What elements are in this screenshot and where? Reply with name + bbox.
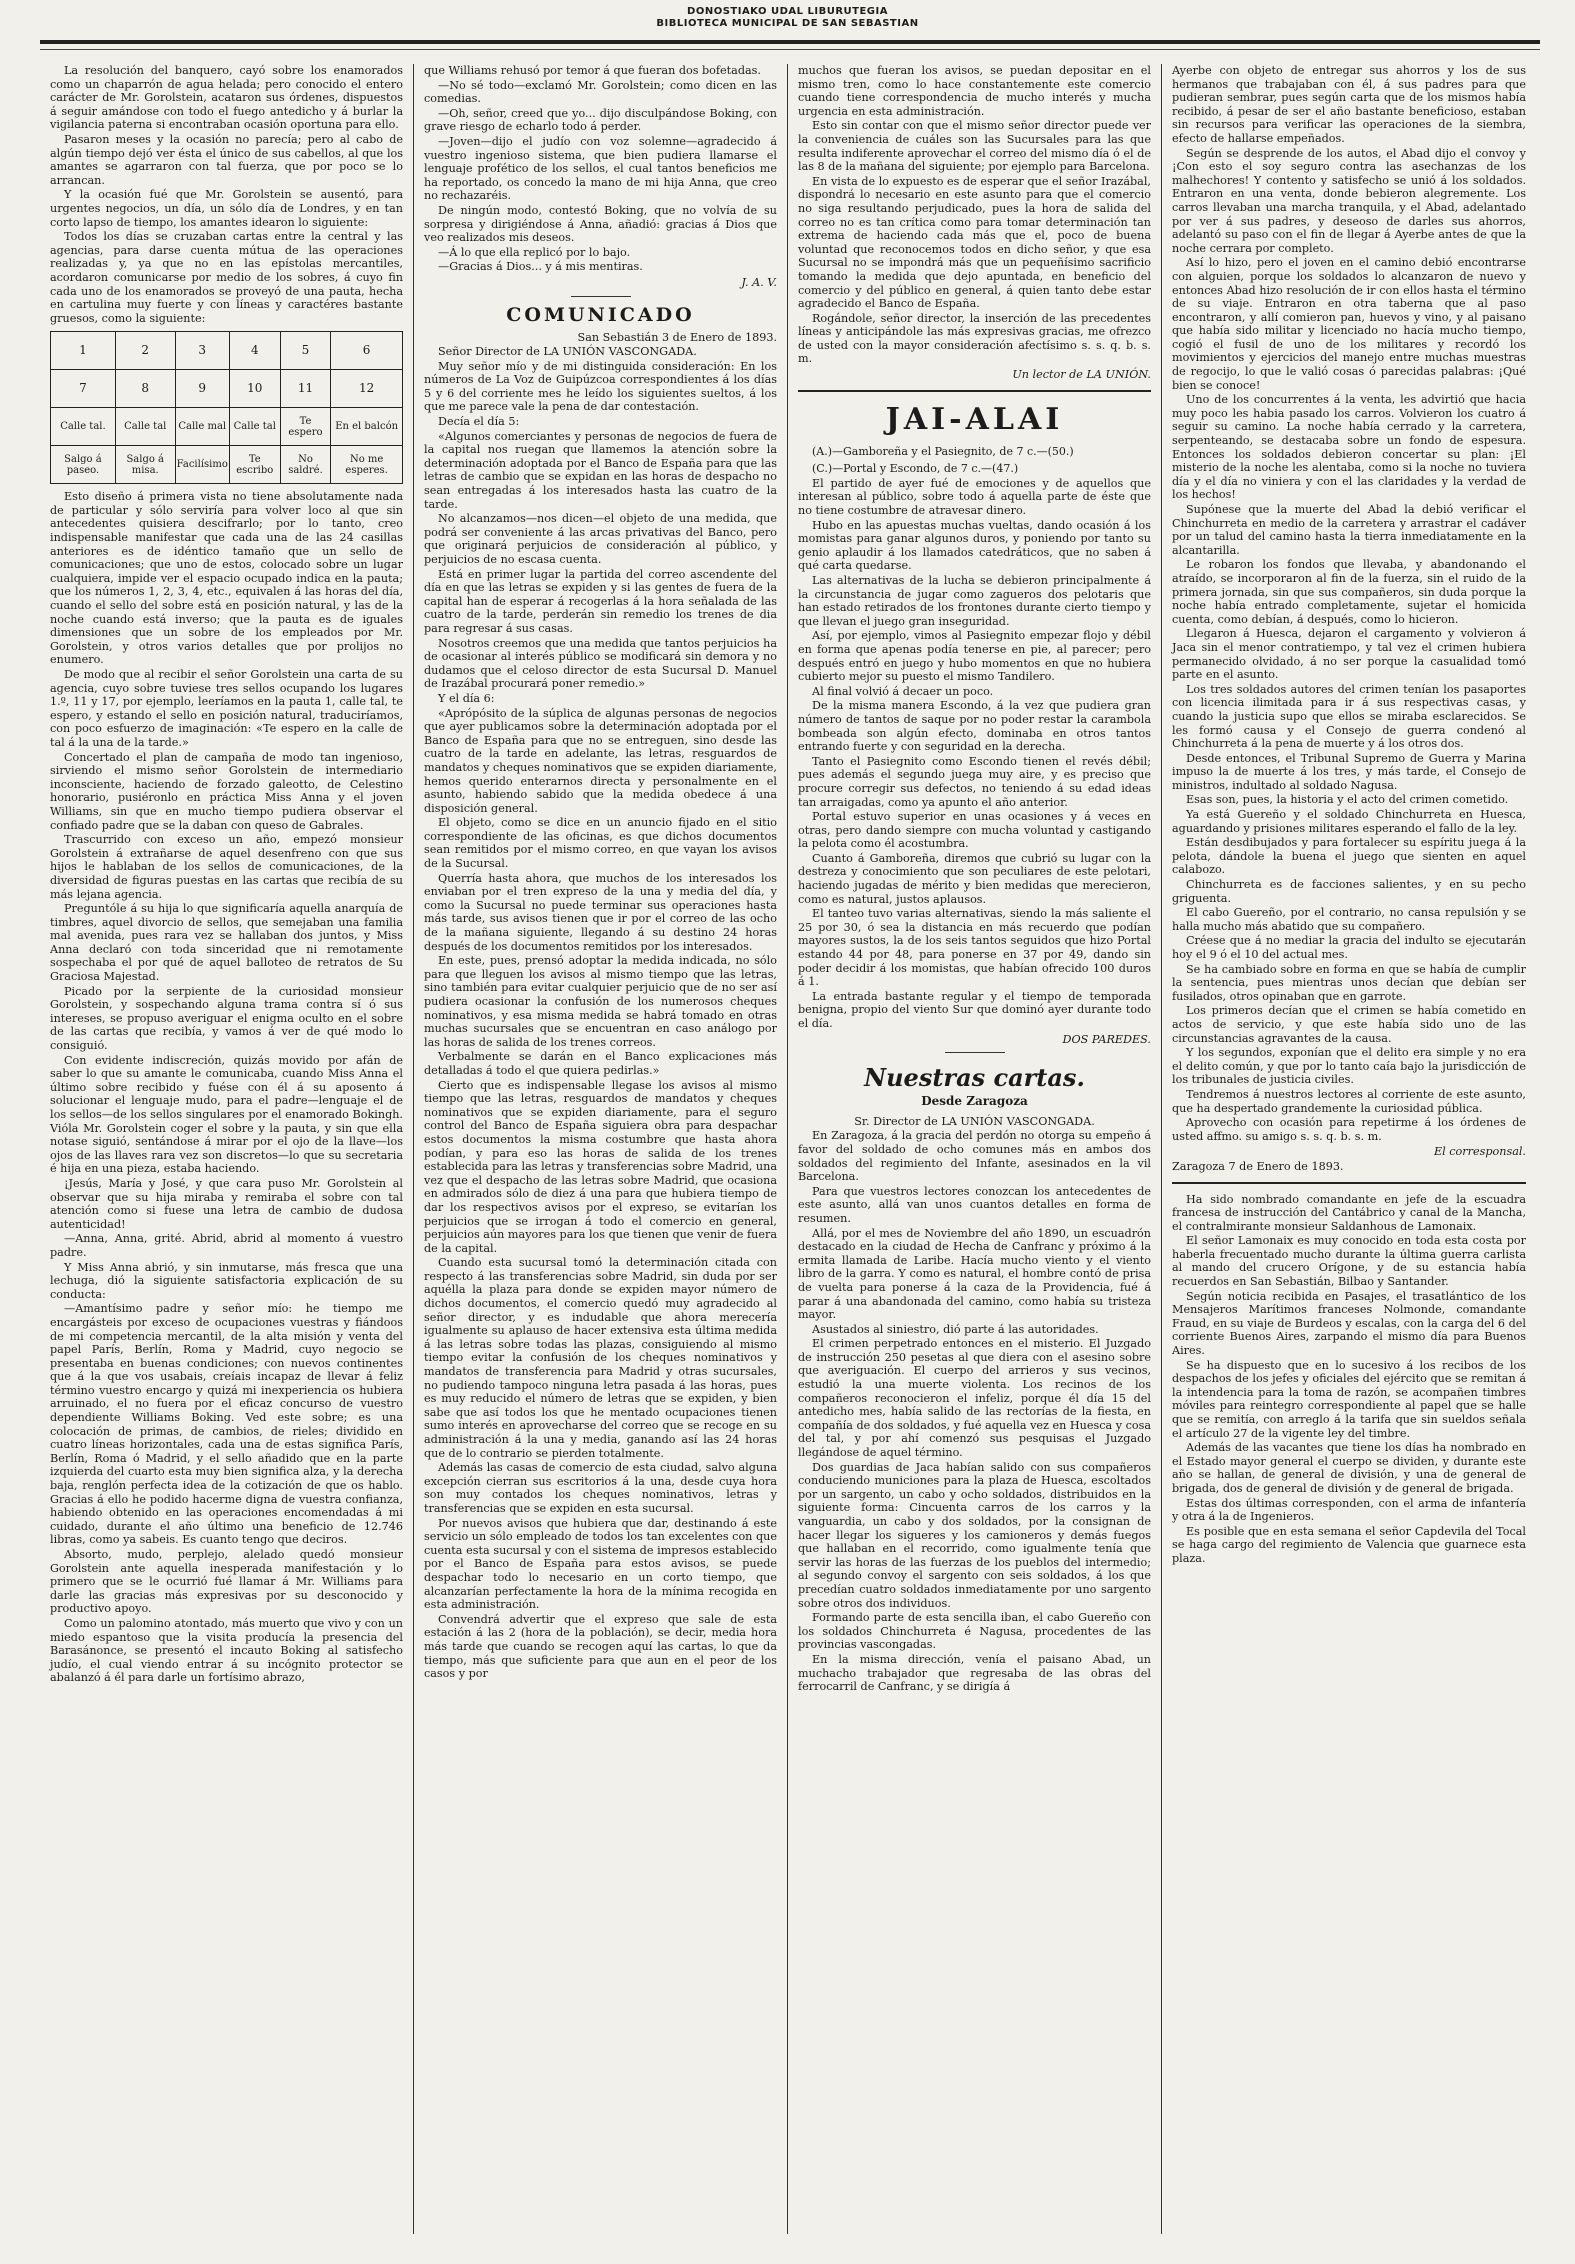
table-cell: 12: [331, 370, 403, 408]
paragraph: Decía el día 5:: [438, 415, 520, 429]
paragraph: La resolución del banquero, cayó sobre los enamorados como un chaparrón de agua helada; pero conocido el entero carácter de Mr. Gorolstein, acataron sus órdenes, dispuestos á seguir amándose con todo el fuego antedicho y á burlar la vigilancia paterna si encontraban ocasión oportuna para ello.: [50, 64, 403, 132]
table-cell: Te escribo: [229, 446, 280, 484]
paragraph: Con evidente indiscreción, quizás movido por afán de saber lo que su amante le comunicaba, cuando Miss Anna el último sobre recibido y fuése con él á su aposento á solucionar el lenguaje mudo, para el padre—lenguaje el de los sellos—de los sellos singulares por el enamorado Bokingh. Vióla Mr. Gorolstein coger el sobre y la pauta, y sin que ella notase siguió, sentándose á mirar por el ojo de la llave—los ojos de las llaves rara vez son discretos—lo que su secretaria é hija en una pieza, estaba haciendo.: [50, 1053, 403, 1176]
library-header-line1: DONOSTIAKO UDAL LIBURUTEGIA: [687, 6, 888, 17]
paragraph: Créese que á no mediar la gracia del indulto se ejecutarán hoy el 9 ó el 10 del actual mes.: [1172, 934, 1526, 961]
table-cell: Facilísimo: [175, 446, 229, 484]
table-row: [51, 408, 403, 446]
paragraph: Desde entonces, el Tribunal Supremo de Guerra y Marina impuso la de muerte á los tres, y más tarde, el Consejo de ministros, indultado al soldado Nagusa.: [1172, 751, 1526, 792]
paragraph: Las alternativas de la lucha se debieron principalmente á la circunstancia de jugar como zagueros dos pelotaris que han estado retirados de los frontones durante cierto tiempo y que llevan el juego gran inseguridad.: [798, 574, 1151, 628]
paragraph: Y los segundos, exponían que el delito era simple y no era el delito común, y que por lo tanto caía bajo la jurisdicción de los tribunales de justicia civiles.: [1172, 1046, 1526, 1087]
paragraph: Los tres soldados autores del crimen tenían los pasaportes con licencia ilimitada para ir á sus respectivas casas, y cuando la justicia supo que ellos se miraba esclarecidos. Se les formó causa y el Consejo de guerra condenó al Chinchurreta á la pena de muerte y á los otros dos.: [1172, 682, 1526, 751]
paragraph: Además las casas de comercio de esta ciudad, salvo alguna excepción cierran sus escritorios á la una, desde cuya hora son muy contados los cheques nominativos, letras y transferencias que se expiden en esta sucursal.: [424, 1461, 777, 1515]
paragraph: Llegaron á Huesca, dejaron el cargamento y volvieron á Jaca sin el menor contratiempo, y tal vez el crimen hubiera permanecido olvidado, á no ser porque la casualidad tomó parte en el asunto.: [1172, 627, 1526, 682]
column-3: [788, 64, 1162, 2234]
table-cell: 8: [115, 370, 175, 408]
author-signature: J. A. V.: [741, 275, 777, 289]
table-cell: En el balcón: [331, 408, 403, 446]
salutation: Señor Director de LA UNIÓN VASCONGADA.: [438, 345, 697, 359]
paragraph: —Oh, señor, creed que yo... dijo disculpándose Boking, con grave riesgo de echarlo todo á perder.: [424, 106, 777, 134]
paragraph: El partido de ayer fué de emociones y de aquellos que interesan al público, sobre todo á aquella parte de éste que no tiene costumbre de atravesar dinero.: [798, 476, 1151, 518]
paragraph: En vista de lo expuesto es de esperar que el señor Irazábal, dispondrá lo necesario en este asunto para que el comercio no siga resultando perjudicado, pues la hora de salida del correo no es tan crítica como para tomar determinación tan extrema de haciendo cada más que el, poco de buena voluntad que reconocemos todos en dicho señor, y que esa Sucursal no se impondrá más que un pequeñísimo sacrificio tomando la medida que dejo apuntada, en beneficio del comercio y del público en general, á quien tanto debe estar agradecido el Banco de España.: [798, 174, 1151, 311]
paragraph: «Aprópósito de la súplica de algunas personas de negocios que ayer publicamos sobre la determinación adoptada por el Banco de España para que no se entreguen, sino desde las cuatro de la tarde en adelante, las letras, resguardos de mandatos y cheques nominativos que se expiden diariamente, hemos querido enterarnos directa y personalmente en el asunto, habiendo sabido que la medida obedece á una disposición general.: [424, 706, 777, 815]
dateline: Zaragoza 7 de Enero de 1893.: [1172, 1159, 1344, 1173]
masthead-rule: [40, 40, 1540, 50]
paragraph: Esto diseño á primera vista no tiene absolutamente nada de particular y sólo serviría para volver loco al que sin antecedentes quisiera descifrarlo; por lo tanto, creo indispensable manifestar que cada una de las 24 casillas anteriores es de idéntico tamaño que un sello de comunicaciones; que uno de estos, colocado sobre un lugar cualquiera, impide ver el espacio ocupado indica en la pauta; que los números 1, 2, 3, 4, etc., equivalen á las horas del día, cuando el sello del sobre está en posición natural, y las de la noche cuando está inverso; que la pauta es de iguales dimensiones que un sobre de los empleados por Mr. Gorolstein, y otros varios detalles que por prolijos no enumero.: [50, 490, 403, 667]
paragraph: Preguntóle á su hija lo que significaría aquella anarquía de timbres, aquel divorcio de sellos, que semejaban una familia mal avenida, pues rara vez se hallaban dos juntos, y Miss Anna declaró con toda sinceridad que ni remotamente sospechaba el por qué de aquel balloteo de retratos de Su Graciosa Majestad.: [50, 902, 403, 984]
paragraph: Aprovecho con ocasión para repetirme á los órdenes de usted affmo. su amigo s. s. q. b. s. m.: [1172, 1116, 1526, 1143]
paragraph: Allá, por el mes de Noviembre del año 1890, un escuadrón destacado en la ciudad de Hecha de Canfranc y próximo á la ermita llamada de Laribe. Hacía mucho viento y el viento libro de la garra. Y como es natural, el hombre contó de prisa de vuelta para ponerse á la caza de la Providencia, fué á parar á una abandonada del camino, como había su tristeza mayor.: [798, 1226, 1151, 1322]
paragraph: En Zaragoza, á la gracia del perdón no otorga su empeño á favor del soldado de ocho comunes más en ambos dos soldados del regimiento del Infante, asesinados en la vil Barcelona.: [798, 1129, 1151, 1184]
paragraph: Concertado el plan de campaña de modo tan ingenioso, sirviendo el mismo señor Gorolstein de intermediario inconsciente, haciendo de forzado galeotto, de Celestino honorario, pusiéronlo en práctica Miss Anna y el joven Williams, sin que en mucho tiempo pudiera observar el confiado padre que se la daban con queso de Gabrales.: [50, 750, 403, 832]
table-cell: 1: [51, 332, 116, 370]
salutation: Sr. Director de LA UNIÓN VASCONGADA.: [854, 1114, 1095, 1128]
paragraph: Cierto que es indispensable llegase los avisos al mismo tiempo que las letras, resguardos de mandatos y cheques nominativos que se expiden diariamente, para el seguro control del Banco de España siguiera obra para despachar estos documentos la misma costumbre que hasta ahora podían, y para eso las horas de salida de los trenes establecida para las letras y transferencias sobre Madrid, una vez que el despacho de las letras sobre Madrid, que ocasiona en admirados sólo de diez á una para que hubiera tiempo de dar los respectivos avisos por el expreso, se evitarían los perjuicios que se irrogan á todo el comercio en general, perjuicios aún mayores para los que tienen que venir de fuera de la capital.: [424, 1078, 777, 1255]
table-cell: 11: [280, 370, 331, 408]
paragraph: que Williams rehusó por temor á que fueran dos bofetadas.: [424, 64, 761, 77]
paragraph: No alcanzamos—nos dicen—el objeto de una medida, que podrá ser conveniente á las arcas privativas del Banco, pero que originará perjuicios de consideración al público, y perjuicios de no escasa cuenta.: [424, 512, 777, 566]
paragraph: El objeto, como se dice en un anuncio fijado en el sitio correspondiente de las oficinas, es que dichos documentos sean remitidos por el mismo correo, en que vayan los avisos de la Sucursal.: [424, 816, 777, 871]
paragraph: Es posible que en esta semana el señor Capdevila del Tocal se haga cargo del regimiento de Valencia que guarnece esta plaza.: [1172, 1524, 1526, 1565]
match-result: (A.)—Gamboreña y el Pasiegnito, de 7 c.—(50.): [812, 444, 1074, 458]
paragraph: Todos los días se cruzaban cartas entre la central y las agencias, para darse cuenta mútua de las operaciones realizadas y, ya que no en las epístolas mercantiles, acordaron comunicarse por medio de los sobres, á cuyo fin cada uno de los enamorados se proveyó de una pauta, hecha en cartulina muy fuerte y con líneas y caractéres bastante gruesos, como la siguiente:: [50, 230, 403, 325]
paragraph: Ha sido nombrado comandante en jefe de la escuadra francesa de instrucción del Cantábrico y canal de la Mancha, el contralmirante monsieur Saldanhous de Lamonaix.: [1172, 1192, 1526, 1233]
paragraph: Supónese que la muerte del Abad la debió verificar el Chinchurreta en medio de la carretera y arrastrar el cadáver por un talud del camino hasta la tierra inmediatamente en la alcantarilla.: [1172, 503, 1526, 557]
divider: [1172, 1182, 1526, 1185]
table-row: [51, 446, 403, 484]
paragraph: Asustados al siniestro, dió parte á las autoridades.: [812, 1322, 1099, 1336]
paragraph: Cuando esta sucursal tomó la determinación citada con respecto á las transferencias sobre Madrid, sin duda por ser aquélla la plaza para donde se expiden mayor número de dichos documentos, el comercio quedó muy agradecido al señor director, y es indudable que ahora merecería igualmente su aplauso de hacer extensiva esta última medida á las letras sobre todas las plazas, consiguiendo al mismo tiempo evitar la confusión de los cheques nominativos y mandatos de transferencia para Madrid y otras sucursales, no pudiendo tampoco ninguna letra pasada á las horas, pues es muy reducido el número de letras que se expiden, y bien sabe que así todos los que he mentado ocupaciones tienen sumo interés en aprovecharse del correo que se recoge en su administración á la una y media, ganando así las 24 horas que de lo contrario se pierden totalmente.: [424, 1256, 777, 1460]
section-subtitle: Desde Zaragoza: [921, 1094, 1028, 1109]
section-title-comunicado: COMUNICADO: [506, 303, 695, 326]
divider: [571, 296, 631, 297]
column-2: [414, 64, 788, 2234]
table-cell: 6: [331, 332, 403, 370]
paragraph: Según noticia recibida en Pasajes, el trasatlántico de los Mensajeros Marítimos franceses Nolmonde, comandante Fraud, en su viaje de Burdeos y escalas, con la carga del 6 del corriente Buenos Aires, zarpando el mismo día para Buenos Aires.: [1172, 1289, 1526, 1358]
paragraph: Para que vuestros lectores conozcan los antecedentes de este asunto, allá van unos cuantos detalles en forma de resumen.: [798, 1184, 1151, 1225]
table-row: [51, 332, 403, 370]
paragraph: Ya está Guereño y el soldado Chinchurreta en Huesca, aguardando y prisiones militares esperando el fallo de la ley.: [1172, 808, 1526, 835]
paragraph: «Algunos comerciantes y personas de negocios de fuera de la capital nos ruegan que llamemos la atención sobre la determinación adoptada por el Banco de España para que las letras de cambio que se expidan en las horas de despacho no sean entregadas á los interesados hasta las cuatro de la tarde.: [424, 429, 777, 511]
table-row: [51, 370, 403, 408]
table-cell: Calle tal.: [51, 408, 116, 446]
paragraph: Según se desprende de los autos, el Abad dijo el convoy y ¡Con esto el soy seguro contra las asechanzas de los malhechores! Y contento y satisfecho se unió á los soldados. Entraron en una venta, donde bebieron alegremente. Los carros llevaban una marcha tranquila, y el Abad, adelantado por ver á sus padres, y deseoso de darles sus ahorros, adelantó su paso con el fin de llegar á Ayerbe antes de que la noche cerrara por completo.: [1172, 146, 1526, 255]
paragraph: Verbalmente se darán en el Banco explicaciones más detalladas á todo el que quiera pedirlas.»: [424, 1050, 777, 1077]
paragraph: La entrada bastante regular y el tiempo de temporada benigna, propio del viento Sur que dominó ayer durante todo el día.: [798, 989, 1151, 1030]
paragraph: Muy señor mío y de mi distinguida consideración: En los números de La Voz de Guipúzcoa correspondientes á los días 5 y 6 del corriente mes he leído los siguientes sueltos, á los que me parece vale la pena de dar contestación.: [424, 359, 777, 414]
table-cell: 5: [280, 332, 331, 370]
table-cell: 10: [229, 370, 280, 408]
table-cell: Te espero: [280, 408, 331, 446]
paragraph: De ningún modo, contestó Boking, que no volvía de su sorpresa y dirigiéndose á Anna, añadió: gracias á Dios que veo realizados mis deseos.: [424, 203, 777, 245]
paragraph: De modo que al recibir el señor Gorolstein una carta de su agencia, cuyo sobre tuviese tres sellos ocupando los lugares 1.º, 11 y 17, por ejemplo, leeríamos en la pauta 1, calle tal, te espero, y estando el sello en posición natural, traduciríamos, con poco esfuerzo de imaginación: «Te espero en la calle de tal á la una de la tarde.»: [50, 668, 403, 749]
table-cell: Salgo á misa.: [115, 446, 175, 484]
paragraph: Portal estuvo superior en unas ocasiones y á veces en otras, pero dando siempre con mucha voluntad y castigando la pelota como él acostumbra.: [798, 810, 1151, 851]
paragraph: De la misma manera Escondo, á la vez que pudiera gran número de tantos de saque por no poder restar la carambola bombeada son algún efecto, dominaba en otros tantos entrando fuerte y con seguridad en la derecha.: [798, 699, 1151, 754]
table-cell: 9: [175, 370, 229, 408]
table-cell: 4: [229, 332, 280, 370]
paragraph: —Amantísimo padre y señor mío: he tiempo me encargásteis por exceso de ocupaciones vuestras y fiándoos de mi competencia mercantil, de la alta misión y venta del papel París, Berlín, Roma y Madrid, cuyo negocio se presentaba en buenas condiciones; con nuevos continentes que á la que vos usabais, creíais incapaz de llevar á feliz término vuestro encargo y quizá mi inexperiencia os hubiera arruinado, el no fuera por el eficaz concurso de vuestro dependiente Williams Boking. Ved este sobre; es una colocación de primas, de cambios, de rieles; dividido en cuatro líneas horizontales, cada una de estas significa París, Berlín, Roma ó Madrid, y el sello añadido que en la parte izquierda del cuarto esta muy bien significa alza, y la derecha baja, renglón perfecta idea de la cotización de que os hablo. Gracias á ello he podido hacerme digna de vuestra confianza, habiendo obtenido en las operaciones encomendadas á mi cuidado, durante el año último una beneficio de 12.746 libras, como ya sabeis. Es cuanto tengo que deciros.: [50, 1302, 403, 1547]
library-header: [0, 0, 1575, 30]
paragraph: Chinchurreta es de facciones salientes, y en su pecho griguenta.: [1172, 878, 1526, 905]
paragraph: Está en primer lugar la partida del correo ascendente del día en que las letras se expiden y si las gentes de fuera de la capital han de esperar á recogerlas á la hora señalada de las cuatro de la tarde, perderán sin remedio los trenes de dia para regresar á sus casas.: [424, 567, 777, 635]
table-cell: No saldré.: [280, 446, 331, 484]
paragraph: Rogándole, señor director, la inserción de las precedentes líneas y anticipándole las más expresivas gracias, me ofrezco de usted con la mayor consideración afectísimo s. s. q. b. s. m.: [798, 311, 1151, 366]
paragraph: Absorto, mudo, perplejo, alelado quedó monsieur Gorolstein ante aquella inesperada manifestación y lo primero que se le ocurrió fué llamar á Mr. Williams para darle las gracias más expresivas por su desconocido y productivo apoyo.: [50, 1548, 403, 1616]
paragraph: Y la ocasión fué que Mr. Gorolstein se ausentó, para urgentes negocios, un día, un sólo día de Londres, y en tan corto lapso de tiempo, los amantes idearon lo siguiente:: [50, 188, 403, 229]
paragraph: —Anna, Anna, grité. Abrid, abrid al momento á vuestro padre.: [50, 1232, 403, 1259]
paragraph: Pasaron meses y la ocasión no parecía; pero al cabo de algún tiempo dejó ver ésta el único de sus cabellos, al que los amantes se agarraron con tal fuerza, que por poco se lo arrancan.: [50, 132, 403, 187]
paragraph: —Á lo que ella replicó por lo bajo.: [438, 245, 631, 259]
paragraph: Formando parte de esta sencilla iban, el cabo Guereño con los soldados Chinchurreta é Nagusa, procedentes de las provincias vascongadas.: [798, 1611, 1151, 1652]
paragraph: El cabo Guereño, por el contrario, no cansa repulsión y se halla mucho más abatido que su compañero.: [1172, 906, 1526, 933]
paragraph: Así, por ejemplo, vimos al Pasiegnito empezar flojo y débil en forma que apenas podía tenerse en pie, al parecer; pero después entró en juego y hubo momentos en que no hubiera cubierto mejor su puesto el mismo Tandilero.: [798, 629, 1151, 684]
paragraph: —Gracias á Dios... y á mis mentiras.: [438, 260, 643, 274]
paragraph: Convendrá advertir que el expreso que sale de esta estación á las 2 (hora de la población), se decir, media hora más tarde que cuando se recogen aquí las cartas, lo que da tiempo, más que suficiente para que aun en el peor de los casos y por: [424, 1612, 777, 1681]
paragraph: Esto sin contar con que el mismo señor director puede ver la conveniencia de cuáles son las Sucursales para las que resulta indiferente aprovechar el correo del mismo día ó el de las 8 de la mañana del siguiente; por ejemplo para Barcelona.: [798, 119, 1151, 174]
table-cell: Calle tal: [115, 408, 175, 446]
paragraph: Querría hasta ahora, que muchos de los interesados los enviaban por el tren expreso de la una y media del día, y como la Sucursal no puede terminar sus operaciones hasta más tarde, sus avisos tienen que ir por el correo de las ocho de la mañana siguiente, llegando á su destino 24 horas después de los documentos remitidos por los interesados.: [424, 871, 777, 953]
divider: [798, 390, 1151, 393]
paragraph: Así lo hizo, pero el joven en el camino debió encontrarse con alguien, porque los soldados lo alcanzaron de nuevo y entonces Abad hizo resolución de ir con ellos hasta el término de su viaje. Entraron en otra taberna que al paso encontraron, y allí comieron pan, huevos y vino, y al paisano que había sido militar y licenciado no hacía mucho tiempo, cogió el fusil de uno de los militares y recordó los movimientos y ejercicios del manejo entre muchas muestras de regocijo, lo que le valió cosas ó parecidas palabras: ¡Qué bien se conoce!: [1172, 256, 1526, 392]
newspaper-page: [40, 64, 1538, 2234]
col1-body-b: [50, 490, 403, 1685]
section-title-jai-alai: JAI-ALAI: [885, 401, 1064, 437]
paragraph: Esas son, pues, la historia y el acto del crimen cometido.: [1186, 793, 1509, 807]
table-cell: No me esperes.: [331, 446, 403, 484]
paragraph: En la misma dirección, venía el paisano Abad, un muchacho trabajador que regresaba de las obras del ferrocarril de Canfranc, y se dirigía á: [798, 1652, 1151, 1694]
table-cell: Salgo á paseo.: [51, 446, 116, 484]
table-cell: Calle mal: [175, 408, 229, 446]
paragraph: Estas dos últimas corresponden, con el arma de infantería y otra á la de Ingenieros.: [1172, 1496, 1526, 1524]
paragraph: Se ha dispuesto que en lo sucesivo á los recibos de los despachos de los jefes y oficiales del ejército que se remitan á la intendencia para la toma de razón, se acompañen timbres móviles para reintegro correspondiente al papel que se halle que se remitía, con arreglo á la tarifa que sin sueldos señala el artículo 27 de la vigente ley del timbre.: [1172, 1358, 1526, 1440]
paragraph: Al final volvió á decaer un poco.: [812, 684, 994, 698]
paragraph: El crimen perpetrado entonces en el misterio. El Juzgado de instrucción 250 pesetas al que diera con el asesino sobre que averiguación. El cuerpo del arrieros y sus vecinos, estudió la una muerte violenta. Los recinos de los compañeros reconocieron el infeliz, porque él día 15 del antedicho mes, había salido de las rectorías de la fiesta, en compañía de dos soldados, y fué aquella vez en Huesca y cosa del tal, y por ahí comenzó sus pesquisas el Juzgado llegándose de aquel término.: [798, 1337, 1151, 1460]
table-cell: 7: [51, 370, 116, 408]
match-result: (C.)—Portal y Escondo, de 7 c.—(47.): [812, 462, 1019, 476]
table-cell: 3: [175, 332, 229, 370]
paragraph: Están desdibujados y para fortalecer su espíritu juega á la pelota, dándole la buena el juego que sienten en aquel calabozo.: [1172, 836, 1526, 877]
author-signature: Un lector de LA UNIÓN.: [1012, 368, 1151, 382]
paragraph: muchos que fueran los avisos, se puedan depositar en el mismo tren, como lo hace constantemente este comercio cuando tiene correspondencia de mucho interés y mucha urgencia en esta administración.: [798, 64, 1151, 118]
paragraph: Se ha cambiado sobre en forma en que se había de cumplir la sentencia, pues mientras unos decían que debían ser fusilados, otros opinaban que en garrote.: [1172, 962, 1526, 1003]
paragraph: Uno de los concurrentes á la venta, les advirtió que hacia muy poco les habia pasado los carros. Volvieron los cuatro á seguir su camino. La noche había cerrado y la carretera, serpenteando, se destacaba sobre un fondo de espesura. Entonces los soldados debieron concertar su plan: ¡El misterio de la noche les alentaba, como si la noche no tuviera día y el día no viniera y con el las claridades y la verdad de los hechos!: [1172, 393, 1526, 502]
paragraph: Y Miss Anna abrió, y sin inmutarse, más fresca que una lechuga, dió la siguiente satisfactoria explicación de su conducta:: [50, 1260, 403, 1301]
column-1: [40, 64, 414, 2234]
column-4: [1162, 64, 1536, 2234]
paragraph: —No sé todo—exclamó Mr. Gorolstein; como dicen en las comedias.: [424, 78, 777, 106]
paragraph: Le robaron los fondos que llevaba, y abandonando el atraído, se incorporaron al fin de la fuerza, sin el ruido de la primera jornada, sin que sus compañeros, sin duda porque la noche había entrado completamente, sujetar el homicida cuenta, como debían, á después, como lo hicieron.: [1172, 558, 1526, 626]
paragraph: Dos guardias de Jaca habían salido con sus compañeros conduciendo municiones para la plaza de Huesca, escoltados por un sargento, un cabo y ocho soldados, distribuidos en la siguiente forma: Cincuenta carros de los carros y la vanguardia, un cabo y dos soldados, por la consignan de hacer llegar los sigueres y los camioneros y demás fuegos que hallaban en el recorrido, como igualmente tenía que servir las horas de las fuerzas de los pueblos del intermedio; al segundo convoy el sargento con seis soldados, á los que precedían cuatro soldados inmediatamente por uno sargento sobre otros dos individuos.: [798, 1460, 1151, 1610]
stamp-grid-table: [50, 331, 403, 484]
paragraph: —Joven—dijo el judío con voz solemne—agradecido á vuestro ingenioso sistema, que bien pudiera llamarse el lenguaje profético de los sellos, el cual tantos beneficios me ha reportado, os concedo la mano de mi hija Anna, que creo no rechazaréis.: [424, 134, 777, 203]
paragraph: Tanto el Pasiegnito como Escondo tienen el revés débil; pues además el segundo juega muy aire, y es preciso que procure corregir sus defectos, no teniendo á su edad ideas tan arraigadas, como ya apunto el año anterior.: [798, 754, 1151, 809]
paragraph: El tanteo tuvo varias alternativas, siendo la más saliente el 25 por 30, ó sea la distancia en más recuerdo que podían mayores sustos, la de los seis tantos seguidos que hizo Portal estando 44 por 48, para ponerse en 37 por 49, dando sin poder decidir á los momistas, que habían ofrecido 100 duros á 1.: [798, 907, 1151, 989]
table-cell: 2: [115, 332, 175, 370]
paragraph: Nosotros creemos que una medida que tantos perjuicios ha de ocasionar al interés público se modificará sin demora y no dudamos que el celoso director de esta Sucursal D. Manuel de Irazábal procurará poner remedio.»: [424, 636, 777, 691]
paragraph: Por nuevos avisos que hubiera que dar, destinando á este servicio un sólo empleado de todos los tan excelentes con que cuenta esta sucursal y con el sistema de impresos establecido por el Banco de España para estos avisos, se puede despachar todo lo necesario en un corto tiempo, que alcanzarían perfectamente la hora de la mínima recogida en esta administración.: [424, 1516, 777, 1612]
paragraph: Y el día 6:: [438, 691, 495, 705]
paragraph: Ayerbe con objeto de entregar sus ahorros y los de sus hermanos que trabajaban con él, á sus padres para que pudieran sembrar, pues según carta que de los mismos había recibido, á pesar de ser el año bastante beneficioso, estaban sin recursos para verificar las operaciones de la siembra, efecto de hallarse empeñados.: [1172, 64, 1526, 145]
paragraph: Cuanto á Gamboreña, diremos que cubrió su lugar con la destreza y conocimiento que son peculiares de este pelotari, haciendo jugadas de mérito y bien medidas que merecieron, como es natural, justos aplausos.: [798, 851, 1151, 906]
library-header-line2: BIBLIOTECA MUNICIPAL DE SAN SEBASTIAN: [656, 18, 919, 29]
section-title-cartas: Nuestras cartas.: [864, 1063, 1085, 1093]
table-cell: Calle tal: [229, 408, 280, 446]
paragraph: En este, pues, prensó adoptar la medida indicada, no sólo para que lleguen los avisos al mismo tiempo que las letras, sino también para evitar cualquier perjuicio que de no ser así pudiera ocasionar la confusión de los numerosos cheques nominativos, y esa misma medida se habrá tomado en otras muchas sucursales que se encuentran en caso análogo por las horas de salida de los trenes correos.: [424, 954, 777, 1049]
paragraph: Los primeros decían que el crimen se había cometido en actos de servicio, y que este había sido uno de las circunstancias agravantes de la causa.: [1172, 1004, 1526, 1045]
paragraph: Como un palomino atontado, más muerto que vivo y con un miedo espantoso que la visita producía la presencia del Barasánonce, se presentó el incauto Boking al satisfecho judío, el cual viendo entrar á su incógnito protector se abalanzó á él para darle un fortísimo abrazo,: [50, 1616, 403, 1685]
dateline: San Sebastián 3 de Enero de 1893.: [577, 330, 777, 344]
paragraph: Hubo en las apuestas muchas vueltas, dando ocasión á los momistas para ganar algunos duros, y poniendo por tanto su genio aplaudir á los llamados catedráticos, que no saben á qué carta quedarse.: [798, 518, 1151, 573]
author-signature: El corresponsal.: [1433, 1145, 1526, 1159]
paragraph: Tendremos á nuestros lectores al corriente de este asunto, que ha despertado grandemente la curiosidad pública.: [1172, 1087, 1526, 1115]
paragraph: ¡Jesús, María y José, y que cara puso Mr. Gorolstein al observar que su hija miraba y remiraba el sobre con tal atención como si fuese una letra de cambio de dudosa autenticidad!: [50, 1176, 403, 1231]
divider: [945, 1052, 1005, 1053]
paragraph: Además de las vacantes que tiene los días ha nombrado en el Estado mayor general el cuerpo se dividen, y durante este año se hallan, de general de división, y una de general de brigada, dos de general de división y de general de brigada.: [1172, 1441, 1526, 1495]
paragraph: El señor Lamonaix es muy conocido en toda esta costa por haberla frecuentado mucho durante la última guerra carlista al mando del crucero Orígone, y de su estancia había recuerdos en San Sebastián, Bilbao y Santander.: [1172, 1234, 1526, 1289]
paragraph: Trascurrido con exceso un año, empezó monsieur Gorolstein á extrañarse de aquel desenfreno con que sus hijos le hablaban de los sellos de comunicaciones, de la diversidad de figuras puestas en las cartas que recibía de su más lejana agencia.: [50, 833, 403, 901]
paragraph: Picado por la serpiente de la curiosidad monsieur Gorolstein, y sospechando alguna trama contra sí ó sus intereses, se propuso averiguar el enigma oculto en el sobre de las cartas que recibía, y vamos á ver de qué modo lo consiguió.: [50, 984, 403, 1053]
author-signature: DOS PAREDES.: [1062, 1032, 1151, 1046]
